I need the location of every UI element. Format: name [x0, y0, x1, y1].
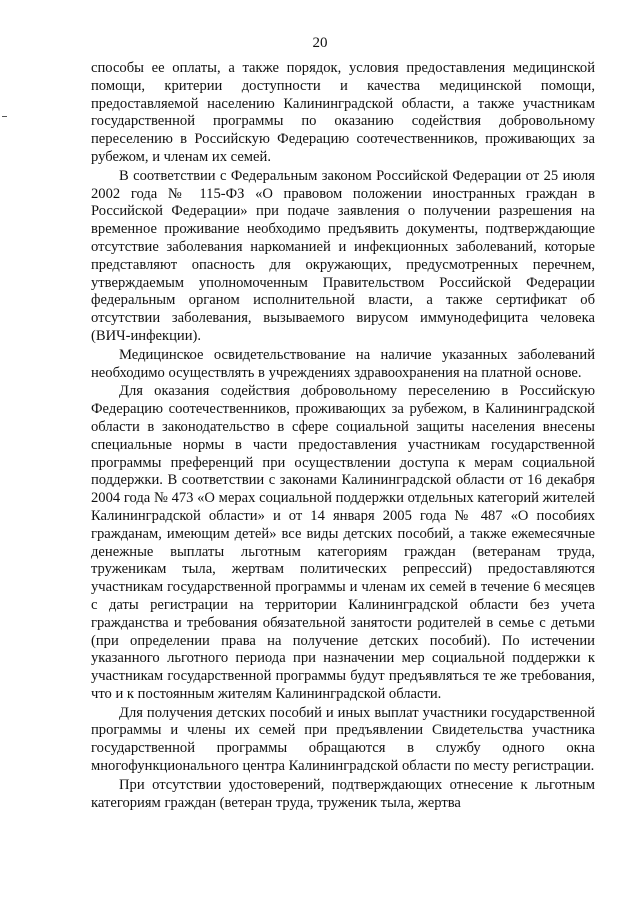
paragraph-child-benefits: Для получения детских пособий и иных выплат участники государственной программы и члены их семей при предъявлении Свидетельства участника государственной программы обращаются в службу одного окна многофункционального центра Калининградской области по месту регистрации.: [91, 704, 595, 775]
body-text: [91, 60, 595, 812]
paragraph-continuation: способы ее оплаты, а также порядок, условия предоставления медицинской помощи, критерии доступности и качества медицинской помощи, предоставляемой населению Калининградской области, а также участникам государственной программы по оказанию содействия добровольному переселению в Российскую Федерацию соотечественников, проживающих за рубежом, и членам их семей.: [91, 60, 595, 165]
margin-mark: [2, 116, 7, 117]
paragraph-certificates: При отсутствии удостоверений, подтверждающих отнесение к льготным категориям граждан (ветеран труда, труженик тыла, жертва: [91, 776, 595, 811]
paragraph-social-support: Для оказания содействия добровольному переселению в Российскую Федерацию соотечественников, проживающих за рубежом, в Калининградской области в законодательство в сфере социальной защиты населения внесены специальные нормы в части предоставления участникам государственной программы преференций при осуществлении доступа к мерам социальной поддержки. В соответствии с законами Калининградской области от 16 декабря 2004 года № 473 «О мерах социальной поддержки отдельных категорий жителей Калининградской области» и от 14 января 2005 года № 487 «О пособиях гражданам, имеющим детей» все виды детских пособий, а также ежемесячные денежные выплаты льготным категориям граждан (ветеранам труда, труженикам тыла, жертвам политических репрессий) предоставляются участникам государственной программы и членам их семей в течение 6 месяцев с даты регистрации на территории Калининградской области без учета гражданства и требования обязательной занятости родителей в семье с детьми (при определении права на получение детских пособий). По истечении указанного льготного периода при назначении мер социальной поддержки к участникам государственной программы будут предъявляться те же требования, что и к постоянным жителям Калининградской области.: [91, 383, 595, 702]
paragraph-federal-law: В соответствии с Федеральным законом Российской Федерации от 25 июля 2002 года № 115-ФЗ «О правовом положении иностранных граждан в Российской Федерации» при подаче заявления о получении разрешения на временное проживание необходимо предъявить документы, подтверждающие отсутствие заболевания наркоманией и инфекционных заболеваний, которые представляют опасность для окружающих, предусмотренных перечнем, утверждаемым уполномоченным Правительством Российской Федерации федеральным органом исполнительной власти, а также сертификат об отсутствии заболевания, вызываемого вирусом иммунодефицита человека (ВИЧ-инфекции).: [91, 167, 595, 344]
page-number: 20: [312, 35, 328, 51]
paragraph-medical-exam: Медицинское освидетельствование на наличие указанных заболеваний необходимо осуществлять в учреждениях здравоохранения на платной основе.: [91, 346, 595, 381]
